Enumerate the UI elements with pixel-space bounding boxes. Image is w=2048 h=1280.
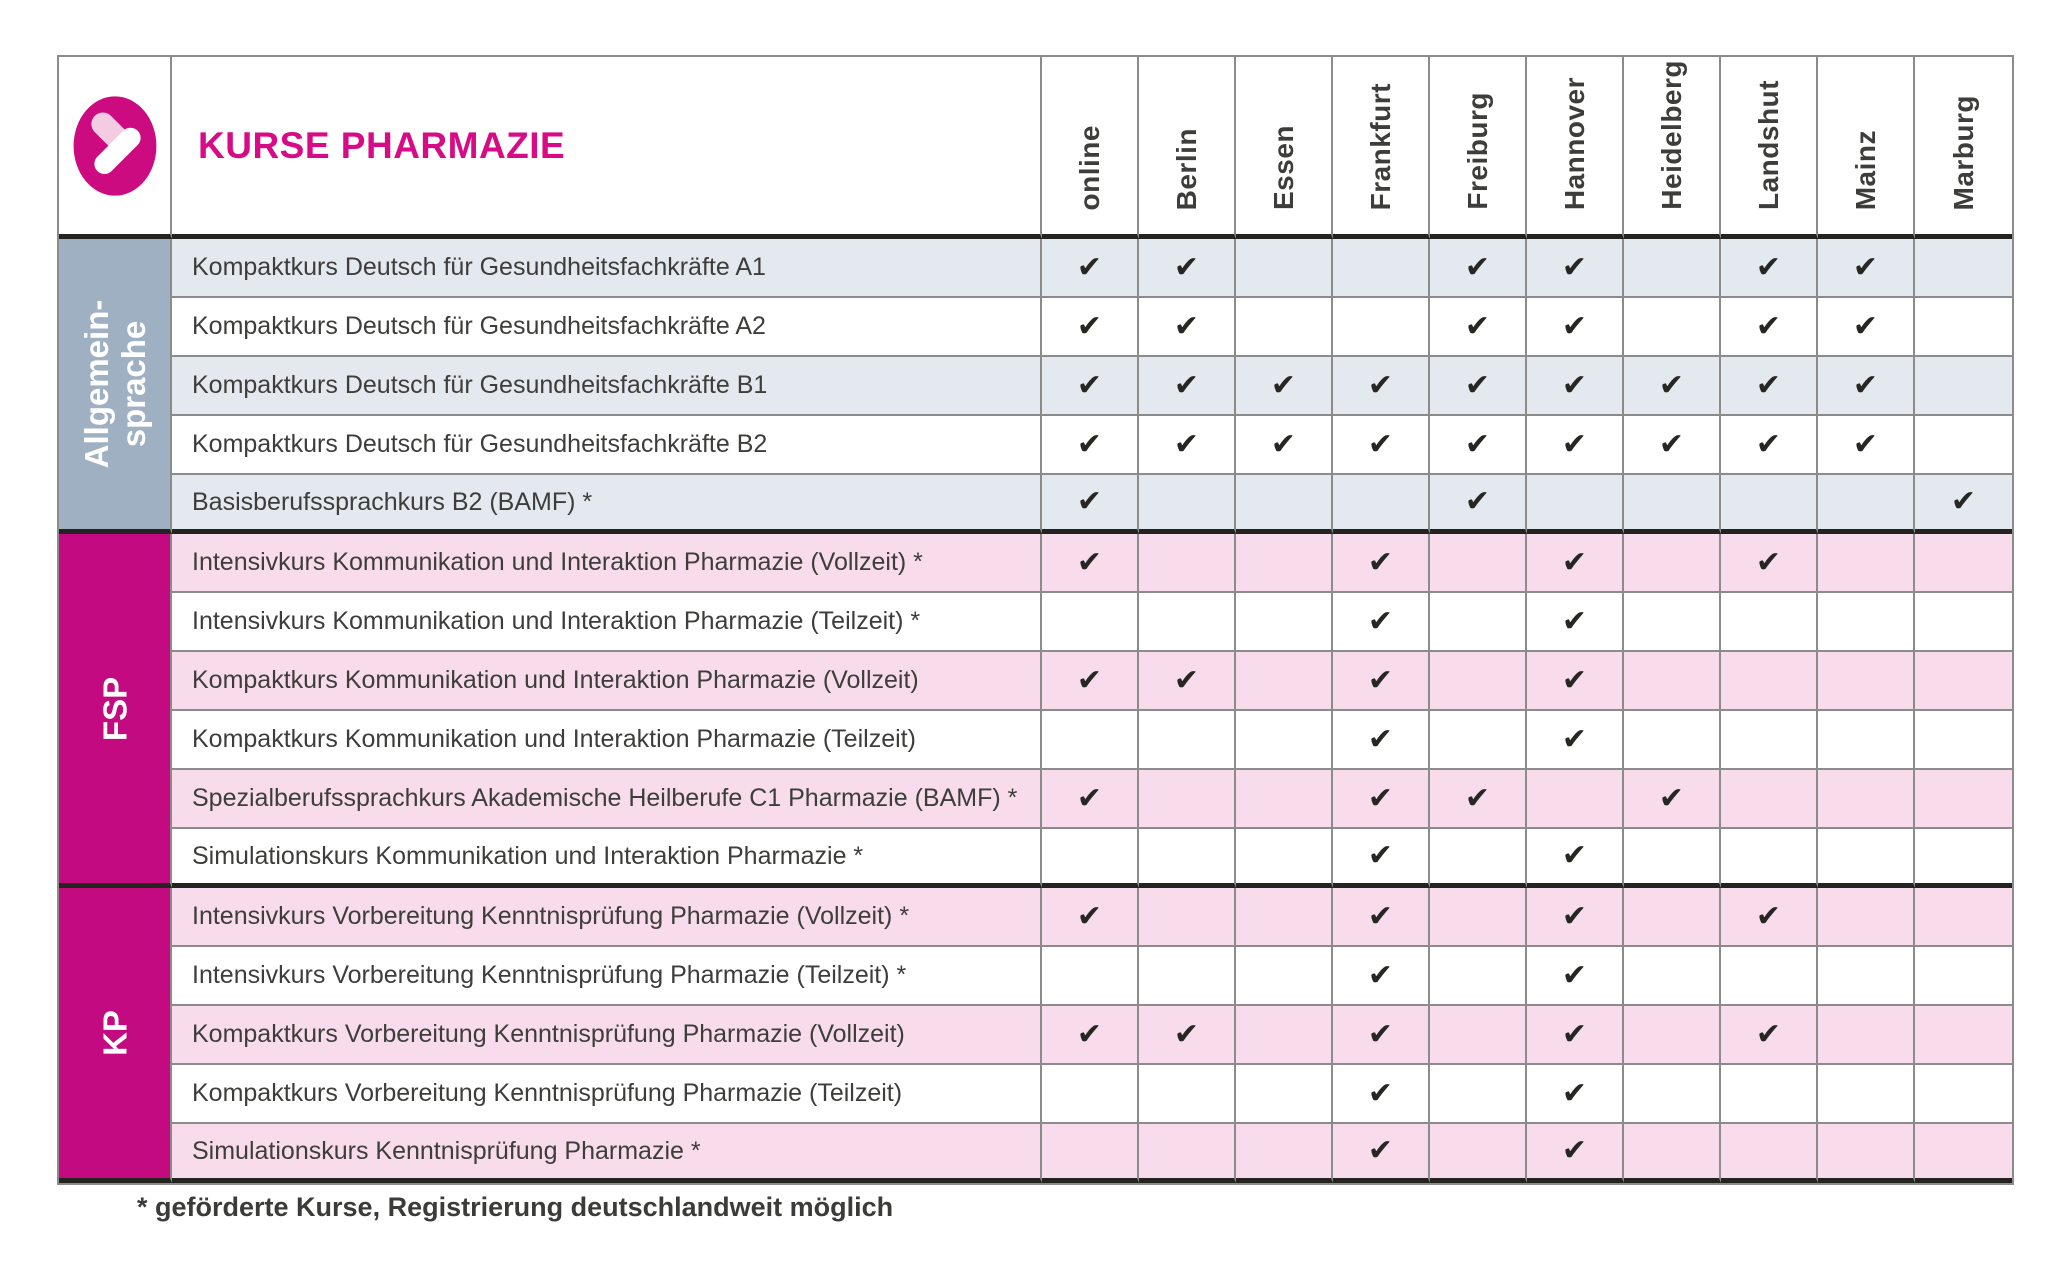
check-cell	[1139, 357, 1236, 416]
check-cell	[1818, 593, 1915, 652]
check-cell	[1430, 239, 1527, 298]
check-cell	[1818, 1124, 1915, 1183]
check-cell	[1236, 1124, 1333, 1183]
check-cell	[1527, 888, 1624, 947]
check-cell	[1527, 711, 1624, 770]
check-cell	[1527, 652, 1624, 711]
check-cell	[1721, 475, 1818, 534]
check-cell	[1915, 652, 2012, 711]
city-header-label: online	[1073, 124, 1105, 210]
check-cell	[1721, 1065, 1818, 1124]
check-cell	[1236, 829, 1333, 888]
check-cell	[1236, 239, 1333, 298]
check-cell	[1624, 888, 1721, 947]
check-cell	[1333, 239, 1430, 298]
check-cell	[1333, 357, 1430, 416]
city-header-online	[1042, 57, 1139, 239]
check-cell	[1721, 239, 1818, 298]
check-cell	[1527, 475, 1624, 534]
check-cell	[1042, 239, 1139, 298]
check-icon: ✔	[1367, 367, 1394, 403]
check-icon: ✔	[1367, 426, 1394, 462]
check-cell	[1236, 888, 1333, 947]
check-cell	[1818, 947, 1915, 1006]
check-icon: ✔	[1367, 1133, 1394, 1168]
check-icon: ✔	[1561, 544, 1588, 580]
check-icon: ✔	[1852, 426, 1879, 462]
check-icon: ✔	[1464, 308, 1491, 344]
check-icon: ✔	[1076, 1016, 1103, 1052]
check-cell	[1139, 888, 1236, 947]
check-cell	[1139, 770, 1236, 829]
check-icon: ✔	[1173, 1016, 1200, 1052]
check-icon: ✔	[1755, 1016, 1782, 1052]
check-icon: ✔	[1367, 544, 1394, 580]
check-cell	[1042, 1006, 1139, 1065]
check-icon: ✔	[1561, 1133, 1588, 1168]
check-icon: ✔	[1173, 308, 1200, 344]
check-cell	[1527, 357, 1624, 416]
check-cell	[1624, 711, 1721, 770]
city-header-freiburg	[1430, 57, 1527, 239]
check-icon: ✔	[1270, 426, 1297, 462]
logo-cell	[59, 57, 172, 239]
check-cell	[1139, 298, 1236, 357]
check-cell	[1721, 534, 1818, 593]
pills-icon	[69, 90, 161, 202]
check-icon: ✔	[1658, 780, 1685, 816]
check-cell	[1042, 652, 1139, 711]
check-icon: ✔	[1755, 544, 1782, 580]
check-cell	[1333, 593, 1430, 652]
check-cell	[1527, 239, 1624, 298]
course-row-label: Spezialberufssprachkurs Akademische Heilberufe C1 Pharmazie (BAMF) *	[172, 770, 1042, 829]
city-header-label: Berlin	[1170, 127, 1202, 210]
check-cell	[1915, 534, 2012, 593]
check-cell	[1430, 652, 1527, 711]
check-cell	[1818, 652, 1915, 711]
check-icon: ✔	[1464, 249, 1491, 285]
check-cell	[1624, 475, 1721, 534]
check-cell	[1139, 1124, 1236, 1183]
check-icon: ✔	[1076, 426, 1103, 462]
check-cell	[1915, 770, 2012, 829]
check-cell	[1624, 298, 1721, 357]
check-cell	[1139, 947, 1236, 1006]
check-cell	[1333, 298, 1430, 357]
group-label-fsp	[59, 534, 172, 888]
check-cell	[1333, 416, 1430, 475]
check-icon: ✔	[1367, 662, 1394, 698]
check-cell	[1624, 829, 1721, 888]
page-title: KURSE PHARMAZIE	[198, 124, 566, 166]
check-cell	[1527, 1065, 1624, 1124]
check-cell	[1139, 711, 1236, 770]
check-cell	[1527, 947, 1624, 1006]
check-icon: ✔	[1852, 367, 1879, 403]
check-cell	[1721, 829, 1818, 888]
check-cell	[1139, 829, 1236, 888]
check-icon: ✔	[1367, 603, 1394, 639]
check-cell	[1430, 475, 1527, 534]
check-icon: ✔	[1464, 367, 1491, 403]
check-cell	[1624, 1124, 1721, 1183]
city-header-mainz	[1818, 57, 1915, 239]
course-row-label: Kompaktkurs Deutsch für Gesundheitsfachkräfte A2	[172, 298, 1042, 357]
check-cell	[1624, 239, 1721, 298]
check-cell	[1236, 711, 1333, 770]
check-icon: ✔	[1464, 484, 1491, 519]
check-cell	[1624, 593, 1721, 652]
check-cell	[1042, 475, 1139, 534]
check-icon: ✔	[1076, 898, 1103, 934]
check-icon: ✔	[1561, 1075, 1588, 1111]
course-row-label: Intensivkurs Vorbereitung Kenntnisprüfung Pharmazie (Vollzeit) *	[172, 888, 1042, 947]
check-cell	[1139, 593, 1236, 652]
check-icon: ✔	[1367, 1075, 1394, 1111]
check-cell	[1333, 1124, 1430, 1183]
check-icon: ✔	[1561, 957, 1588, 993]
check-cell	[1721, 711, 1818, 770]
city-header-heidelberg	[1624, 57, 1721, 239]
check-cell	[1139, 416, 1236, 475]
check-cell	[1430, 1124, 1527, 1183]
check-cell	[1818, 1065, 1915, 1124]
check-icon: ✔	[1561, 838, 1588, 873]
city-header-landshut	[1721, 57, 1818, 239]
check-icon: ✔	[1464, 426, 1491, 462]
check-cell	[1721, 593, 1818, 652]
footnote: * geförderte Kurse, Registrierung deutschlandweit möglich	[137, 1192, 894, 1222]
check-cell	[1818, 357, 1915, 416]
check-cell	[1915, 1006, 2012, 1065]
check-icon: ✔	[1076, 780, 1103, 816]
city-header-label: Landshut	[1752, 80, 1784, 210]
check-icon: ✔	[1755, 249, 1782, 285]
check-cell	[1818, 711, 1915, 770]
check-cell	[1236, 770, 1333, 829]
check-icon: ✔	[1658, 367, 1685, 403]
check-cell	[1333, 947, 1430, 1006]
check-icon: ✔	[1076, 367, 1103, 403]
course-row-label: Kompaktkurs Kommunikation und Interaktion Pharmazie (Teilzeit)	[172, 711, 1042, 770]
check-cell	[1333, 888, 1430, 947]
city-header-label: Hannover	[1558, 76, 1590, 210]
check-icon: ✔	[1755, 308, 1782, 344]
check-cell	[1236, 652, 1333, 711]
check-cell	[1333, 1006, 1430, 1065]
check-cell	[1236, 534, 1333, 593]
check-cell	[1333, 534, 1430, 593]
course-row-label: Kompaktkurs Deutsch für Gesundheitsfachkräfte A1	[172, 239, 1042, 298]
check-cell	[1333, 711, 1430, 770]
check-cell	[1915, 416, 2012, 475]
check-cell	[1430, 298, 1527, 357]
course-row-label: Intensivkurs Vorbereitung Kenntnisprüfung Pharmazie (Teilzeit) *	[172, 947, 1042, 1006]
check-cell	[1624, 416, 1721, 475]
check-icon: ✔	[1270, 367, 1297, 403]
check-icon: ✔	[1561, 308, 1588, 344]
check-cell	[1430, 593, 1527, 652]
check-icon: ✔	[1367, 838, 1394, 873]
check-cell	[1721, 1006, 1818, 1065]
course-row-label: Intensivkurs Kommunikation und Interaktion Pharmazie (Teilzeit) *	[172, 593, 1042, 652]
check-cell	[1527, 298, 1624, 357]
check-cell	[1721, 652, 1818, 711]
check-cell	[1236, 947, 1333, 1006]
check-cell	[1430, 711, 1527, 770]
check-cell	[1236, 416, 1333, 475]
check-icon: ✔	[1367, 898, 1394, 934]
check-cell	[1527, 1124, 1624, 1183]
city-header-label: Marburg	[1947, 94, 1979, 210]
check-cell	[1430, 534, 1527, 593]
check-cell	[1915, 1065, 2012, 1124]
check-cell	[1624, 947, 1721, 1006]
check-cell	[1236, 298, 1333, 357]
check-cell	[1333, 829, 1430, 888]
check-cell	[1624, 357, 1721, 416]
check-icon: ✔	[1076, 544, 1103, 580]
check-cell	[1139, 652, 1236, 711]
check-cell	[1527, 416, 1624, 475]
check-icon: ✔	[1464, 780, 1491, 816]
check-icon: ✔	[1561, 721, 1588, 757]
check-icon: ✔	[1076, 662, 1103, 698]
check-cell	[1042, 829, 1139, 888]
check-icon: ✔	[1852, 249, 1879, 285]
check-icon: ✔	[1076, 308, 1103, 344]
check-cell	[1042, 416, 1139, 475]
city-header-label: Heidelberg	[1655, 60, 1687, 210]
check-cell	[1236, 1006, 1333, 1065]
check-icon: ✔	[1561, 249, 1588, 285]
check-cell	[1915, 475, 2012, 534]
check-cell	[1527, 829, 1624, 888]
check-cell	[1042, 298, 1139, 357]
check-cell	[1721, 416, 1818, 475]
check-icon: ✔	[1367, 780, 1394, 816]
check-cell	[1430, 416, 1527, 475]
check-cell	[1818, 829, 1915, 888]
check-cell	[1236, 475, 1333, 534]
check-cell	[1236, 1065, 1333, 1124]
check-cell	[1430, 770, 1527, 829]
check-cell	[1527, 534, 1624, 593]
check-icon: ✔	[1950, 484, 1977, 519]
check-icon: ✔	[1852, 308, 1879, 344]
check-cell	[1624, 534, 1721, 593]
check-icon: ✔	[1367, 957, 1394, 993]
check-cell	[1333, 652, 1430, 711]
check-cell	[1915, 888, 2012, 947]
check-cell	[1430, 1006, 1527, 1065]
check-cell	[1042, 1065, 1139, 1124]
check-icon: ✔	[1561, 426, 1588, 462]
check-cell	[1915, 1124, 2012, 1183]
check-cell	[1624, 652, 1721, 711]
check-cell	[1818, 475, 1915, 534]
check-cell	[1042, 888, 1139, 947]
check-icon: ✔	[1173, 367, 1200, 403]
check-cell	[1333, 475, 1430, 534]
check-cell	[1818, 534, 1915, 593]
check-cell	[1527, 1006, 1624, 1065]
check-cell	[1721, 357, 1818, 416]
check-cell	[1818, 770, 1915, 829]
check-cell	[1042, 947, 1139, 1006]
check-icon: ✔	[1367, 721, 1394, 757]
check-cell	[1915, 947, 2012, 1006]
check-cell	[1915, 239, 2012, 298]
check-cell	[1139, 534, 1236, 593]
check-cell	[1333, 770, 1430, 829]
check-cell	[1430, 947, 1527, 1006]
city-header-label: Essen	[1267, 125, 1299, 210]
check-cell	[1721, 1124, 1818, 1183]
check-icon: ✔	[1755, 367, 1782, 403]
check-cell	[1042, 1124, 1139, 1183]
check-cell	[1818, 416, 1915, 475]
group-label-text: Allgemein- sprache	[77, 299, 152, 469]
check-icon: ✔	[1755, 426, 1782, 462]
check-cell	[1042, 357, 1139, 416]
group-label-text: KP	[96, 1010, 133, 1056]
check-cell	[1236, 593, 1333, 652]
check-cell	[1430, 1065, 1527, 1124]
check-cell	[1818, 298, 1915, 357]
city-header-hannover	[1527, 57, 1624, 239]
check-cell	[1527, 770, 1624, 829]
check-icon: ✔	[1076, 249, 1103, 285]
check-cell	[1139, 1065, 1236, 1124]
course-row-label: Basisberufssprachkurs B2 (BAMF) *	[172, 475, 1042, 534]
check-cell	[1915, 593, 2012, 652]
course-row-label: Kompaktkurs Vorbereitung Kenntnisprüfung Pharmazie (Vollzeit)	[172, 1006, 1042, 1065]
check-cell	[1139, 239, 1236, 298]
check-icon: ✔	[1561, 898, 1588, 934]
course-row-label: Kompaktkurs Vorbereitung Kenntnisprüfung Pharmazie (Teilzeit)	[172, 1065, 1042, 1124]
check-cell	[1139, 1006, 1236, 1065]
check-cell	[1818, 888, 1915, 947]
check-cell	[1527, 593, 1624, 652]
course-row-label: Kompaktkurs Deutsch für Gesundheitsfachkräfte B1	[172, 357, 1042, 416]
check-cell	[1042, 593, 1139, 652]
check-cell	[1818, 1006, 1915, 1065]
check-cell	[1042, 711, 1139, 770]
check-cell	[1915, 711, 2012, 770]
check-cell	[1624, 770, 1721, 829]
check-cell	[1430, 357, 1527, 416]
check-icon: ✔	[1658, 426, 1685, 462]
table-title-cell	[172, 57, 1042, 239]
check-cell	[1721, 888, 1818, 947]
city-header-marburg	[1915, 57, 2012, 239]
check-cell	[1624, 1006, 1721, 1065]
course-row-label: Kompaktkurs Deutsch für Gesundheitsfachkräfte B2	[172, 416, 1042, 475]
check-cell	[1915, 829, 2012, 888]
course-row-label: Simulationskurs Kommunikation und Interaktion Pharmazie *	[172, 829, 1042, 888]
course-row-label: Intensivkurs Kommunikation und Interaktion Pharmazie (Vollzeit) *	[172, 534, 1042, 593]
course-row-label: Simulationskurs Kenntnisprüfung Pharmazie *	[172, 1124, 1042, 1183]
group-label-kp	[59, 888, 172, 1183]
check-cell	[1139, 475, 1236, 534]
city-header-essen	[1236, 57, 1333, 239]
check-icon: ✔	[1076, 484, 1103, 519]
check-cell	[1042, 534, 1139, 593]
group-label-allgemein	[59, 239, 172, 534]
check-cell	[1430, 829, 1527, 888]
check-icon: ✔	[1561, 367, 1588, 403]
check-icon: ✔	[1367, 1016, 1394, 1052]
city-header-label: Mainz	[1849, 129, 1881, 210]
group-label-text: FSP	[96, 676, 133, 741]
check-icon: ✔	[1173, 662, 1200, 698]
check-cell	[1818, 239, 1915, 298]
check-cell	[1721, 947, 1818, 1006]
courses-table	[57, 55, 2014, 1185]
check-cell	[1236, 357, 1333, 416]
city-header-label: Freiburg	[1461, 92, 1493, 210]
check-icon: ✔	[1173, 249, 1200, 285]
check-icon: ✔	[1561, 1016, 1588, 1052]
check-icon: ✔	[1561, 603, 1588, 639]
check-icon: ✔	[1561, 662, 1588, 698]
check-icon: ✔	[1173, 426, 1200, 462]
city-header-frankfurt	[1333, 57, 1430, 239]
check-cell	[1624, 1065, 1721, 1124]
check-cell	[1721, 770, 1818, 829]
city-header-label: Frankfurt	[1364, 82, 1396, 210]
check-cell	[1915, 357, 2012, 416]
check-cell	[1333, 1065, 1430, 1124]
check-cell	[1042, 770, 1139, 829]
city-header-berlin	[1139, 57, 1236, 239]
check-cell	[1430, 888, 1527, 947]
check-icon: ✔	[1755, 898, 1782, 934]
course-row-label: Kompaktkurs Kommunikation und Interaktion Pharmazie (Vollzeit)	[172, 652, 1042, 711]
check-cell	[1915, 298, 2012, 357]
check-cell	[1721, 298, 1818, 357]
